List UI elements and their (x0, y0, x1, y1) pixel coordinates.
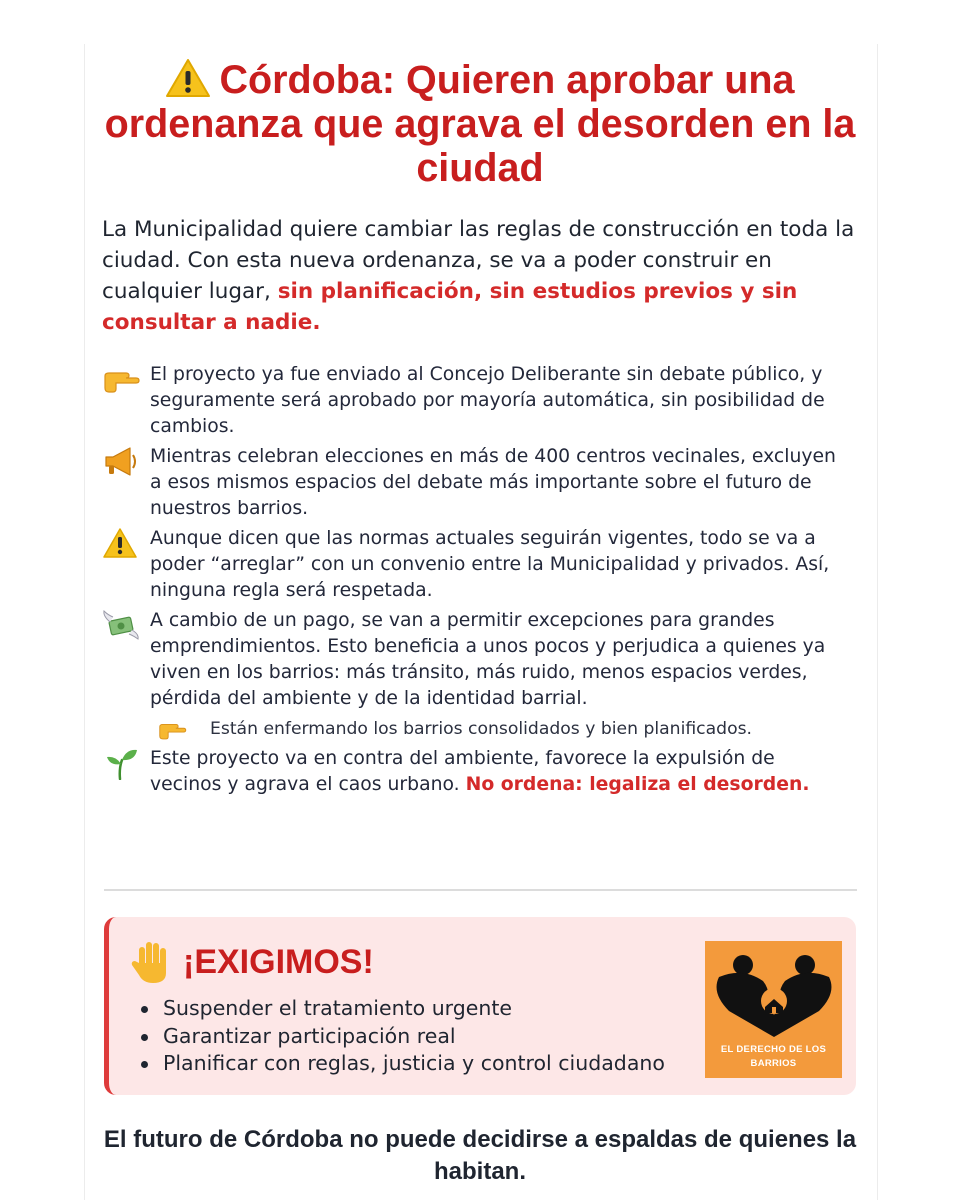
sub-note-text: Están enfermando los barrios consolidados y bien planificados. (210, 719, 753, 739)
bullet-item-5 (102, 746, 842, 798)
demand-list (137, 995, 665, 1078)
bullet-text: Aunque dicen que las normas actuales seguirán vigentes, todo se va a poder “arreglar” con un convenio entre la Municipalidad y privados. Así, ninguna regla será respetada. (150, 528, 830, 601)
bullet-highlight: No ordena: legaliza el desorden. (465, 774, 810, 795)
page-title-text: Córdoba: Quieren aprobar una ordenanza que agrava el desorden en la ciudad (104, 58, 856, 190)
bullet-text: El proyecto ya fue enviado al Concejo Deliberante sin debate público, y seguramente será aprobado por mayoría automática, sin posibilidad de cambios. (150, 364, 825, 437)
footer-statement: El futuro de Córdoba no puede decidirse a espaldas de quienes la habitan. (103, 1126, 857, 1185)
seedling-icon (102, 746, 140, 780)
intro-paragraph (102, 214, 862, 338)
bullet-item-4 (102, 608, 842, 712)
demand-item: Garantizar participación real (137, 1023, 665, 1051)
section-divider (104, 889, 857, 891)
bullet-item-1 (102, 362, 842, 440)
demand-header (129, 939, 374, 985)
logo-text: EL DERECHO DE LOS BARRIOS (720, 1044, 827, 1069)
sub-note (156, 716, 842, 742)
intro-text: La Municipalidad quiere cambiar las reglas de construcción en toda la ciudad. Con esta nueva ordenanza, se va a poder construir en cualquier lugar, (102, 217, 855, 304)
bullet-text: Mientras celebran elecciones en más de 400 centros vecinales, excluyen a esos mismos espacios del debate más importante sobre el futuro de nuestros barrios. (150, 446, 836, 519)
bullet-list (102, 362, 842, 802)
bullet-text: Este proyecto va en contra del ambiente, favorece la expulsión de vecinos y agrava el caos urbano. (150, 748, 775, 795)
bullet-text: A cambio de un pago, se van a permitir excepciones para grandes emprendimientos. Esto beneficia a unos pocos y perjudica a quienes ya viven en los barrios: más tránsito, más ruido, menos espacios verdes, pérdida del ambiente y de la identidad barrial. (150, 610, 826, 709)
demand-title: ¡EXIGIMOS! (183, 942, 374, 981)
pointing-hand-icon (102, 362, 140, 396)
bullet-item-3 (102, 526, 842, 604)
pointing-hand-icon (156, 716, 188, 742)
bullet-item-2 (102, 444, 842, 522)
demand-item: Planificar con reglas, justicia y control ciudadano (137, 1050, 665, 1078)
warning-icon (102, 526, 140, 560)
money-wings-icon (102, 608, 140, 642)
demand-item: Suspender el tratamiento urgente (137, 995, 665, 1023)
barrios-logo (705, 941, 842, 1078)
warning-icon (165, 58, 211, 98)
megaphone-icon (102, 444, 140, 478)
page-title (100, 58, 860, 190)
raised-hand-icon (129, 939, 177, 985)
intro-highlight: sin planificación, sin estudios previos y sin consultar a nadie. (102, 279, 798, 335)
heart-people-icon (705, 941, 842, 1041)
demand-box (104, 917, 856, 1095)
